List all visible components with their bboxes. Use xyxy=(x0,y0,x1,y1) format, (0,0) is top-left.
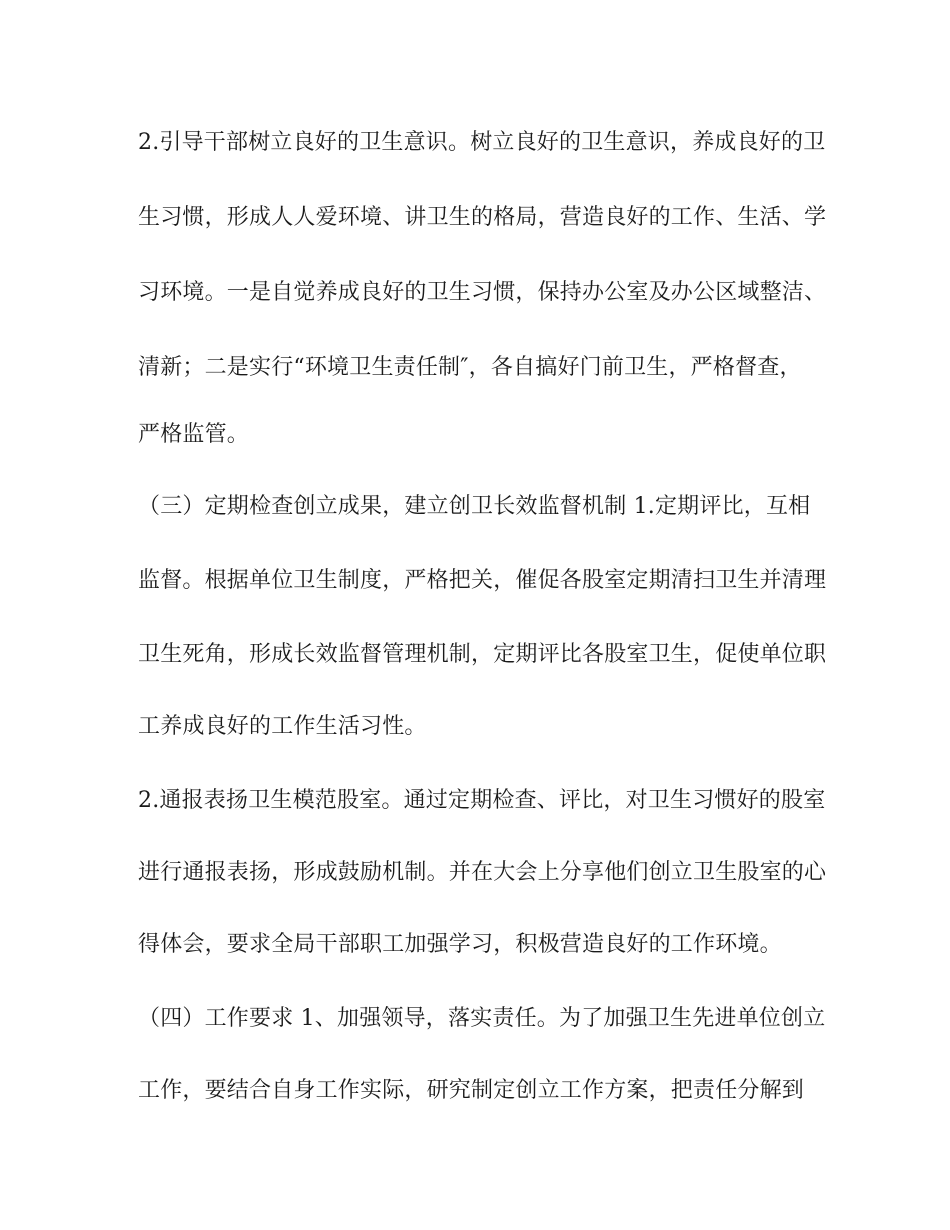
section-heading-line: （四）工作要求 1、加强领导，落实责任。为了加强卫生先进单位创立 xyxy=(138,1006,826,1031)
text-line: 2.引导干部树立良好的卫生意识。树立良好的卫生意识，养成良好的卫 xyxy=(138,130,826,155)
text-line: 生习惯，形成人人爱环境、讲卫生的格局，营造良好的工作、生活、学 xyxy=(138,205,827,230)
text-line: 工养成良好的工作生活习性。 xyxy=(138,714,427,739)
text-line: 2.通报表扬卫生模范股室。通过定期检查、评比，对卫生习惯好的股室 xyxy=(138,788,826,813)
text-line: 进行通报表扬，形成鼓励机制。并在大会上分享他们创立卫生股室的心 xyxy=(138,860,827,885)
text-line: 卫生死角，形成长效监督管理机制，定期评比各股室卫生，促使单位职 xyxy=(138,642,827,667)
text-line: 工作，要结合自身工作实际，研究制定创立工作方案，把责任分解到 xyxy=(138,1078,805,1103)
text-line: 得体会，要求全局干部职工加强学习，积极营造良好的工作环境。 xyxy=(138,932,782,957)
text-line: 监督。根据单位卫生制度，严格把关，催促各股室定期清扫卫生并清理 xyxy=(138,568,827,593)
text-line: 清新；二是实行“环境卫生责任制″，各自搞好门前卫生，严格督查， xyxy=(138,355,802,380)
section-heading-line: （三）定期检查创立成果，建立创卫长效监督机制 1.定期评比，互相 xyxy=(138,494,811,519)
text-line: 习环境。一是自觉养成良好的卫生习惯，保持办公室及办公区域整洁、 xyxy=(138,280,827,305)
text-line: 严格监管。 xyxy=(138,422,250,447)
